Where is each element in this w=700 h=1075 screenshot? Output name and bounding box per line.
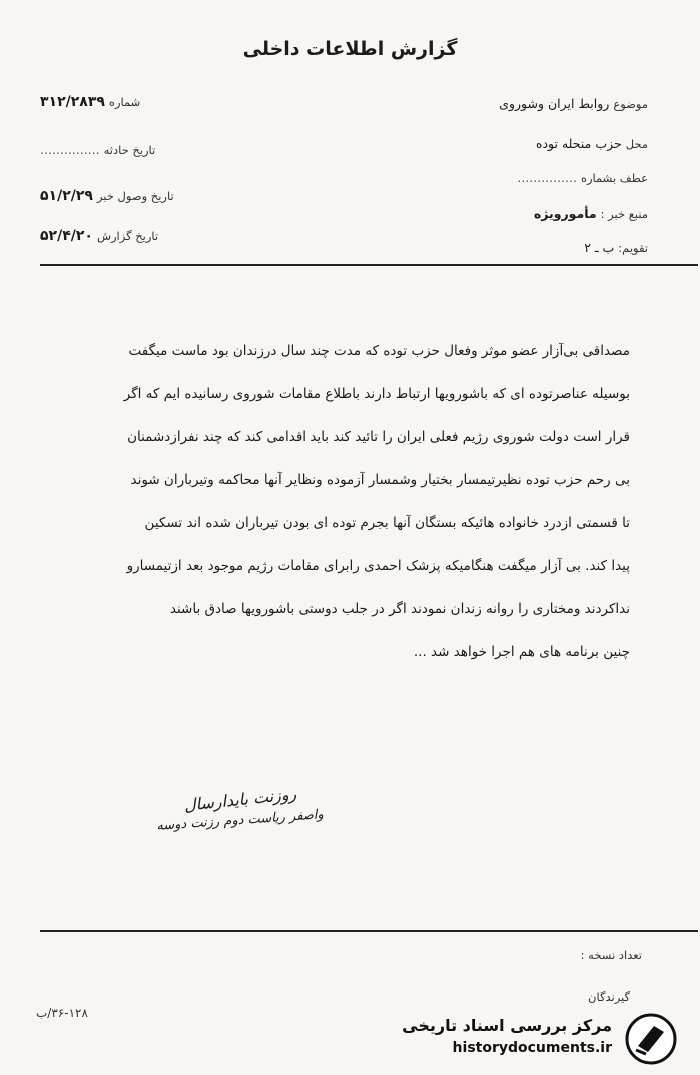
number-label: شماره (108, 95, 141, 109)
receipt-date-value: ۵۱/۲/۲۹ (40, 188, 93, 204)
rating-value: ب ـ ۲ (584, 240, 615, 255)
receipt-date-row (40, 188, 260, 204)
rating-row (408, 240, 648, 255)
header-divider (40, 264, 698, 266)
location-row (408, 136, 648, 151)
body-line: نداکردند ومختاری را روانه زندان نمودند اگر در جلب دوستی باشورویها صادق باشند (169, 601, 630, 617)
number-value: ۳۱۲/۲۸۳۹ (40, 94, 105, 110)
body-line: پیدا کند. بی آزار میگفت هنگامیکه پزشک احمدی رابرای مقامات رژیم موجود بعد ازتیمسارو (126, 558, 630, 574)
brand-name: مرکز بررسی اسناد تاریخی (402, 1016, 612, 1035)
brand-url: historydocuments.ir (452, 1040, 612, 1056)
attachments-row (408, 170, 648, 185)
copies-label: تعداد نسخه : (580, 948, 642, 962)
body-line: بوسیله عناصرتوده ای که باشورویها ارتباط دارند باطلاع مقامات شوروی رسانیده ایم که اگر (123, 386, 630, 402)
report-date-value: ۵۲/۴/۲۰ (40, 228, 93, 244)
location-label: محل (625, 137, 648, 151)
event-date-value: ............... (40, 142, 100, 157)
source-row (408, 206, 648, 221)
branding-watermark (402, 1012, 700, 1064)
source-label: منبع خبر : (600, 207, 648, 221)
body-line: تا قسمتی ازدرد خانواده هائیکه بستگان آنها بجرم توده ای بودن تیرباران شده اند تسکین (144, 515, 630, 531)
location-value: حزب منحله توده (535, 136, 622, 151)
archive-logo-icon (624, 1012, 678, 1066)
subject-value: روابط ایران وشوروی (499, 96, 610, 111)
signature-line-2: واصفر ریاست دوم رزنت دوسه (155, 807, 325, 834)
report-body (50, 330, 630, 674)
number-row (40, 94, 260, 110)
receipt-date-label: تاریخ وصول خبر (96, 189, 174, 203)
body-line: بی رحم حزب توده نظیرتیمسار بختیار وشمسار آزموده ونظایر آنها محاکمه وتیرباران شوند (130, 472, 630, 488)
body-line: قرار است دولت شوروی رژیم فعلی ایران را تائید کند باید اقدامی کند که چند نفرازدشمنان (127, 429, 630, 445)
rating-label: تقویم: (618, 241, 648, 255)
footer-divider (40, 930, 698, 932)
archive-number: ۳۶-۱۲۸/ب (36, 1006, 88, 1020)
handwritten-signature (140, 784, 340, 834)
recipients-label: گیرندگان (588, 990, 630, 1004)
attachments-label: عطف بشماره (580, 171, 648, 185)
document-title: گزارش اطلاعات داخلی (242, 38, 458, 60)
subject-row (408, 96, 648, 111)
body-line: چنین برنامه های هم اجرا خواهد شد ... (413, 644, 630, 660)
subject-label: موضوع (613, 97, 648, 111)
event-date-row (40, 142, 260, 157)
attachments-value: ............... (517, 170, 577, 185)
report-date-row (40, 228, 260, 244)
report-date-label: تاریخ گزارش (96, 229, 159, 243)
body-line: مصداقی بی‌آزار عضو موثر وفعال حزب توده که مدت چند سال درزندان بود ماست میگفت (128, 343, 630, 359)
signature-line-1: روزنت بایدارسال (182, 784, 298, 815)
event-date-label: تاریخ حادثه (103, 143, 156, 157)
source-value: مأمورویژه (533, 206, 597, 221)
